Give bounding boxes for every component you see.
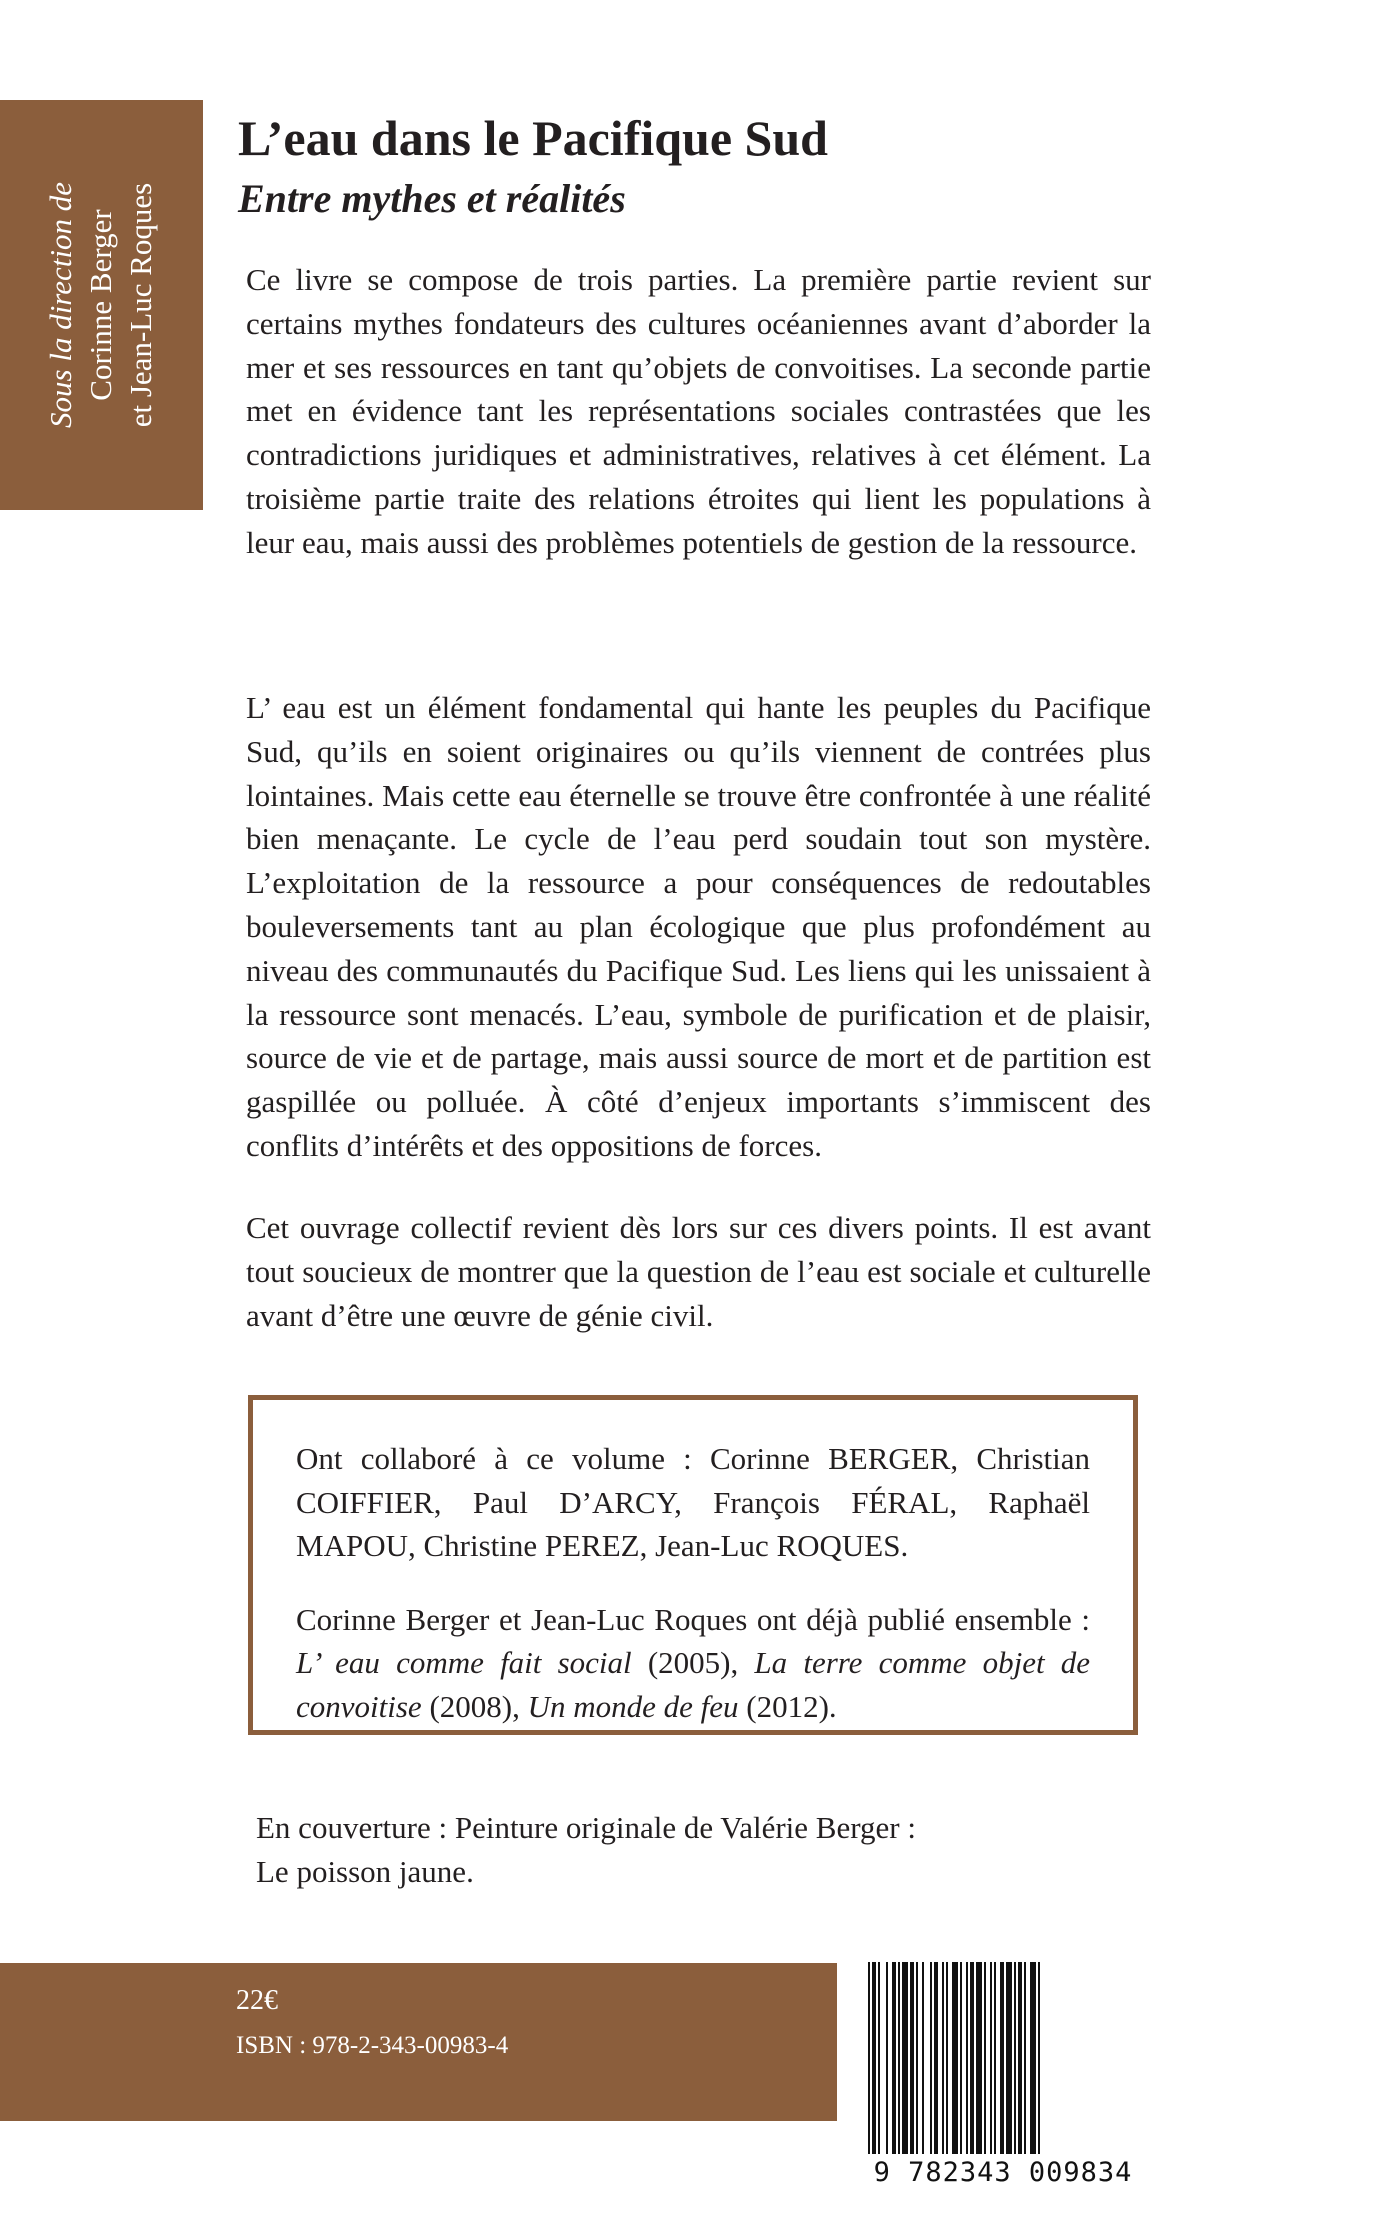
price: 22€ [236, 1985, 278, 2016]
publications-intro: Corinne Berger et Jean-Luc Roques ont déjà publié ensemble : [296, 1601, 1090, 1637]
barcode-icon [862, 1960, 1140, 2175]
summary-paragraph-3: Cet ouvrage collectif revient dès lors sur ces divers points. Il est avant tout soucieux de montrer que la question de l’eau est sociale et culturelle avant d’être une œuvre de génie civil. [246, 1210, 1151, 1333]
publication-title-1: L’ eau comme fait social [296, 1645, 632, 1680]
summary-paragraph-1: Ce livre se compose de trois parties. La première partie revient sur certains mythes fondateurs des cultures océaniennes avant d’aborder la mer et ses ressources en tant qu’objets de convoitises. La seconde partie met en évidence tant les représentations sociales contrastées que les contradictions juridiques et administratives, relatives à cet élément. La troisième partie traite des relations étroites qui lient les populations à leur eau, mais aussi des problèmes potentiels de gestion de la ressource. [246, 262, 1151, 560]
publication-title-3: Un monde de feu [527, 1688, 739, 1724]
cover-credit [256, 1806, 1156, 1894]
contributors-box [248, 1395, 1138, 1735]
editor-2: et Jean-Luc Roques [123, 182, 158, 428]
cover-credit-line-1: En couverture : Peinture originale de Valérie Berger : [256, 1810, 916, 1845]
editors-credit [41, 100, 161, 510]
editors-prefix: Sous la direction de [43, 182, 78, 428]
publication-year-1: (2005), [631, 1645, 755, 1680]
publication-title-2: La terre comme objet de convoitise [296, 1645, 1091, 1724]
isbn: ISBN : 978-2-343-00983-4 [236, 2032, 509, 2059]
summary-paragraph-2: L’ eau est un élément fondamental qui hante les peuples du Pacifique Sud, qu’ils en soient originaires ou qu’ils viennent de contrées plus lointaines. Mais cette eau éternelle se trouve être confrontée à une réalité bien menaçante. Le cycle de l’eau perd soudain tout son mystère. L’exploitation de la ressource a pour conséquences de redoutables bouleversements tant au plan écologique que plus profondément au niveau des communautés du Pacifique Sud. Les liens qui les unissaient à la ressource sont menacés. L’eau, symbole de purification et de plaisir, source de vie et de partage, mais aussi source de mort et de partition est gaspillée ou polluée. À côté d’enjeux importants s’immiscent des conflits d’intérêts et des oppositions de forces. [246, 690, 1151, 1163]
contributors-list: Ont collaboré à ce volume : Corinne BERGER, Christian COIFFIER, Paul D’ARCY, François FÉRAL, Raphaël MAPOU, Christine PEREZ, Jean-Luc ROQUES. [296, 1441, 1090, 1563]
editor-1: Corinne Berger [83, 209, 118, 401]
cover-credit-line-2: Le poisson jaune. [256, 1854, 474, 1889]
publication-year-2: (2008), [421, 1688, 528, 1724]
publication-year-3: (2012). [738, 1688, 837, 1724]
previous-publications [296, 1598, 1090, 1729]
barcode-digits: 9 782343 009834 [873, 2157, 1133, 2188]
book-title: L’eau dans le Pacifique Sud [238, 110, 828, 166]
book-subtitle: Entre mythes et réalités [238, 176, 626, 221]
